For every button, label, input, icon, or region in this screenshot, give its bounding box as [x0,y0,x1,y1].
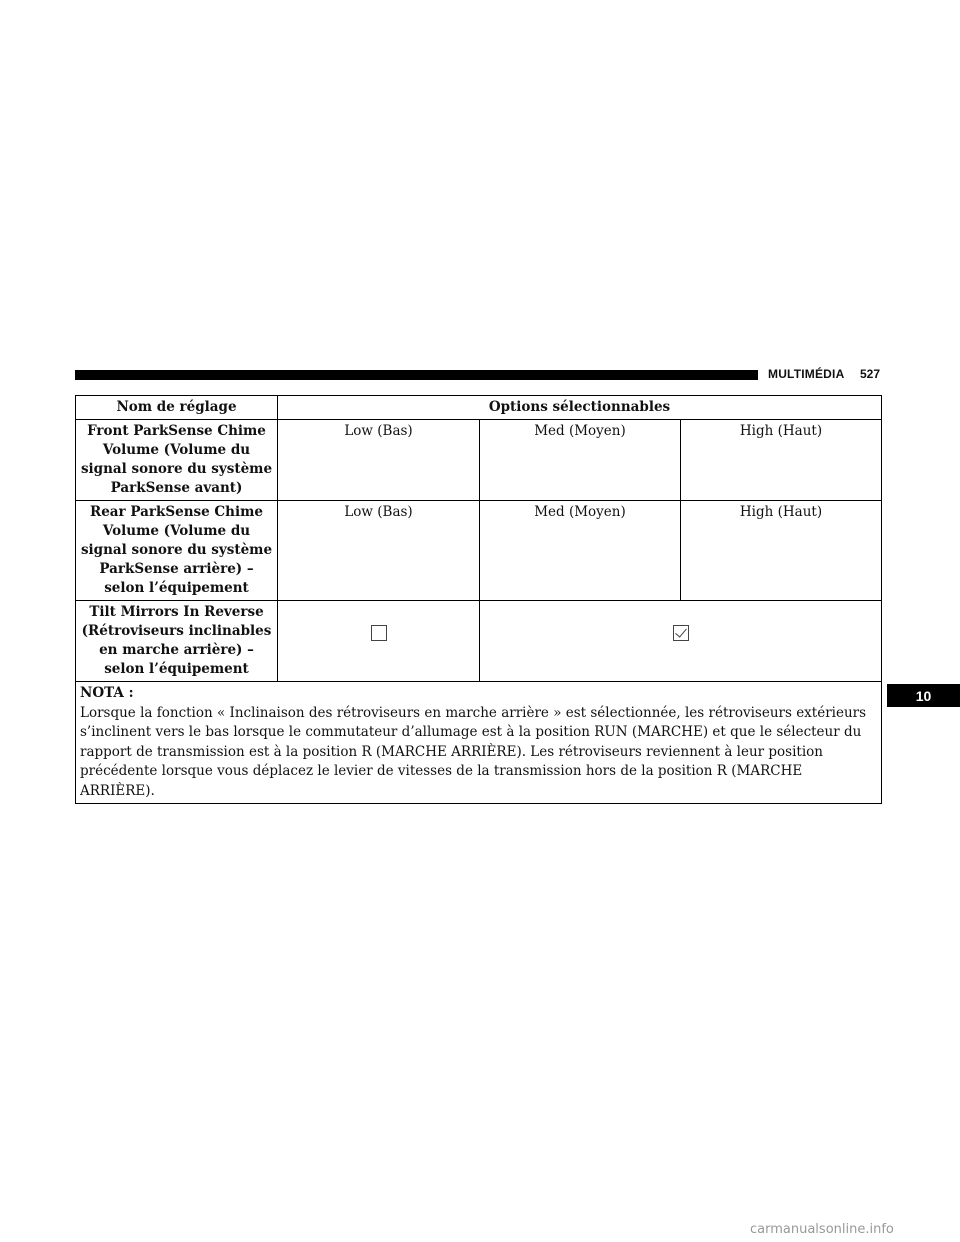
table-header-row [76,396,882,420]
note-text: Lorsque la fonction « Inclinaison des rétroviseurs en marche arrière » est sélectionnée, les rétroviseurs extérieurs s’inclinent vers le bas lorsque le commutateur d’allumage est à la position RUN (MARCHE) et que le sélecteur du rapport de transmission est à la position R (MARCHE ARRIÈRE). Les rétroviseurs reviennent à leur position précédente lorsque vous déplacez le levier de vitesses de la transmission hors de la position R (MARCHE ARRIÈRE). [80,704,867,799]
checkbox-cell-on [480,601,882,682]
page-number: 527 [860,367,881,381]
option-high: High (Haut) [681,420,882,501]
table-row [76,501,882,601]
table-row [76,420,882,501]
setting-name: Front ParkSense Chime Volume (Volume du signal sonore du système ParkSense avant) [76,420,278,501]
header-rule [75,370,758,380]
note-cell [76,682,882,804]
option-low: Low (Bas) [278,501,480,601]
checkbox-unchecked-icon [371,625,387,641]
checkbox-checked-icon [673,625,689,641]
table-row [76,601,882,682]
checkbox-cell-off [278,601,480,682]
header-setting-name: Nom de réglage [76,396,278,420]
option-med: Med (Moyen) [480,420,681,501]
setting-name: Rear ParkSense Chime Volume (Volume du signal sonore du système ParkSense arrière) – selon l’équipement [76,501,278,601]
watermark: carmanualsonline.info [750,1222,894,1237]
settings-table [75,395,882,804]
option-high: High (Haut) [681,501,882,601]
option-med: Med (Moyen) [480,501,681,601]
header-options: Options sélectionnables [278,396,882,420]
chapter-tab: 10 [887,684,960,707]
note-title: NOTA : [80,685,134,701]
section-title: MULTIMÉDIA [768,367,845,381]
setting-name: Tilt Mirrors In Reverse (Rétroviseurs inclinables en marche arrière) – selon l’équipement [76,601,278,682]
option-low: Low (Bas) [278,420,480,501]
note-row [76,682,882,804]
